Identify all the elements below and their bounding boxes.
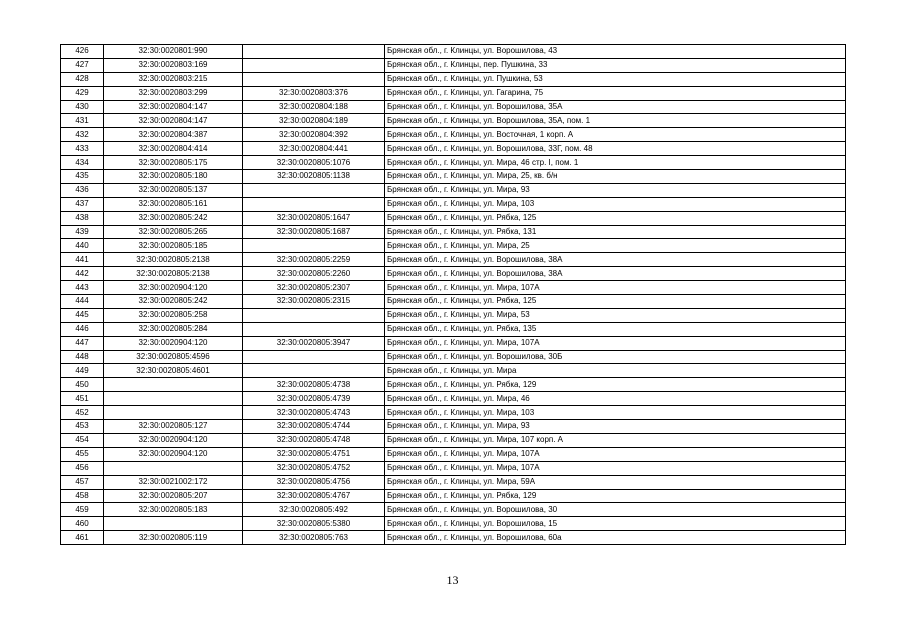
table-row <box>61 170 846 184</box>
row-number-cell: 460 <box>61 517 104 531</box>
table-row <box>61 281 846 295</box>
address-cell: Брянская обл., г. Клинцы, ул. Гагарина, 75 <box>385 86 846 100</box>
object-cadastral-number-cell <box>243 183 385 197</box>
table-row <box>61 253 846 267</box>
row-number-cell: 426 <box>61 45 104 59</box>
row-number-cell: 438 <box>61 211 104 225</box>
cadastral-number-cell: 32:30:0020805:119 <box>104 531 243 545</box>
table-row <box>61 197 846 211</box>
table-row <box>61 295 846 309</box>
object-cadastral-number-cell <box>243 350 385 364</box>
object-cadastral-number-cell: 32:30:0020804:441 <box>243 142 385 156</box>
table-row <box>61 461 846 475</box>
address-cell: Брянская обл., г. Клинцы, ул. Ворошилова, 30Б <box>385 350 846 364</box>
address-cell: Брянская обл., г. Клинцы, ул. Мира, 107 корп. А <box>385 433 846 447</box>
row-number-cell: 443 <box>61 281 104 295</box>
row-number-cell: 444 <box>61 295 104 309</box>
table-row <box>61 183 846 197</box>
address-cell: Брянская обл., г. Клинцы, ул. Ворошилова, 30 <box>385 503 846 517</box>
row-number-cell: 440 <box>61 239 104 253</box>
object-cadastral-number-cell <box>243 45 385 59</box>
address-cell: Брянская обл., г. Клинцы, ул. Мира, 107А <box>385 281 846 295</box>
row-number-cell: 445 <box>61 308 104 322</box>
row-number-cell: 455 <box>61 447 104 461</box>
address-cell: Брянская обл., г. Клинцы, ул. Мира, 103 <box>385 197 846 211</box>
cadastral-number-cell: 32:30:0020804:147 <box>104 100 243 114</box>
table-body <box>61 45 846 545</box>
address-cell: Брянская обл., г. Клинцы, ул. Мира, 107А <box>385 447 846 461</box>
row-number-cell: 442 <box>61 267 104 281</box>
address-cell: Брянская обл., г. Клинцы, ул. Мира, 25 <box>385 239 846 253</box>
cadastral-number-cell: 32:30:0020805:258 <box>104 308 243 322</box>
cadastral-number-cell: 32:30:0020803:169 <box>104 58 243 72</box>
row-number-cell: 447 <box>61 336 104 350</box>
cadastral-number-cell: 32:30:0020904:120 <box>104 281 243 295</box>
row-number-cell: 459 <box>61 503 104 517</box>
row-number-cell: 432 <box>61 128 104 142</box>
object-cadastral-number-cell: 32:30:0020805:4738 <box>243 378 385 392</box>
object-cadastral-number-cell: 32:30:0020805:4767 <box>243 489 385 503</box>
table-row <box>61 86 846 100</box>
row-number-cell: 431 <box>61 114 104 128</box>
row-number-cell: 434 <box>61 156 104 170</box>
object-cadastral-number-cell: 32:30:0020805:1076 <box>243 156 385 170</box>
address-cell: Брянская обл., г. Клинцы, ул. Ворошилова, 60а <box>385 531 846 545</box>
cadastral-number-cell: 32:30:0020805:183 <box>104 503 243 517</box>
address-cell: Брянская обл., г. Клинцы, ул. Рябка, 129 <box>385 378 846 392</box>
object-cadastral-number-cell <box>243 308 385 322</box>
cadastral-number-cell: 32:30:0020803:299 <box>104 86 243 100</box>
object-cadastral-number-cell: 32:30:0020805:2315 <box>243 295 385 309</box>
row-number-cell: 436 <box>61 183 104 197</box>
cadastral-number-cell <box>104 392 243 406</box>
table-row <box>61 475 846 489</box>
address-cell: Брянская обл., г. Клинцы, ул. Мира, 103 <box>385 406 846 420</box>
address-cell: Брянская обл., г. Клинцы, ул. Рябка, 135 <box>385 322 846 336</box>
object-cadastral-number-cell <box>243 58 385 72</box>
row-number-cell: 452 <box>61 406 104 420</box>
object-cadastral-number-cell: 32:30:0020804:188 <box>243 100 385 114</box>
object-cadastral-number-cell: 32:30:0020805:4752 <box>243 461 385 475</box>
table-row <box>61 308 846 322</box>
table-row <box>61 156 846 170</box>
object-cadastral-number-cell: 32:30:0020805:4744 <box>243 420 385 434</box>
cadastral-number-cell: 32:30:0020805:284 <box>104 322 243 336</box>
cadastral-number-cell <box>104 406 243 420</box>
row-number-cell: 441 <box>61 253 104 267</box>
object-cadastral-number-cell: 32:30:0020805:4756 <box>243 475 385 489</box>
row-number-cell: 456 <box>61 461 104 475</box>
object-cadastral-number-cell <box>243 322 385 336</box>
address-cell: Брянская обл., г. Клинцы, ул. Ворошилова, 15 <box>385 517 846 531</box>
cadastral-number-cell: 32:30:0020805:265 <box>104 225 243 239</box>
row-number-cell: 439 <box>61 225 104 239</box>
row-number-cell: 461 <box>61 531 104 545</box>
address-cell: Брянская обл., г. Клинцы, ул. Рябка, 125 <box>385 295 846 309</box>
table-row <box>61 420 846 434</box>
cadastral-number-cell: 32:30:0020805:137 <box>104 183 243 197</box>
row-number-cell: 449 <box>61 364 104 378</box>
table-row <box>61 433 846 447</box>
cadastral-number-cell: 32:30:0021002:172 <box>104 475 243 489</box>
table-row <box>61 225 846 239</box>
row-number-cell: 435 <box>61 170 104 184</box>
object-cadastral-number-cell: 32:30:0020804:392 <box>243 128 385 142</box>
address-cell: Брянская обл., г. Клинцы, ул. Мира, 46 стр. I, пом. 1 <box>385 156 846 170</box>
object-cadastral-number-cell: 32:30:0020805:3947 <box>243 336 385 350</box>
address-cell: Брянская обл., г. Клинцы, ул. Рябка, 131 <box>385 225 846 239</box>
row-number-cell: 428 <box>61 72 104 86</box>
object-cadastral-number-cell: 32:30:0020805:1647 <box>243 211 385 225</box>
row-number-cell: 446 <box>61 322 104 336</box>
object-cadastral-number-cell <box>243 197 385 211</box>
table-row <box>61 406 846 420</box>
table-row <box>61 45 846 59</box>
table-row <box>61 378 846 392</box>
address-cell: Брянская обл., г. Клинцы, пер. Пушкина, 33 <box>385 58 846 72</box>
table-row <box>61 58 846 72</box>
address-cell: Брянская обл., г. Клинцы, ул. Рябка, 129 <box>385 489 846 503</box>
cadastral-number-cell: 32:30:0020803:215 <box>104 72 243 86</box>
table-row <box>61 447 846 461</box>
row-number-cell: 451 <box>61 392 104 406</box>
cadastral-number-cell: 32:30:0020805:242 <box>104 295 243 309</box>
row-number-cell: 448 <box>61 350 104 364</box>
object-cadastral-number-cell <box>243 72 385 86</box>
cadastral-number-cell: 32:30:0020805:2138 <box>104 267 243 281</box>
registry-table <box>60 44 846 545</box>
object-cadastral-number-cell: 32:30:0020805:1138 <box>243 170 385 184</box>
object-cadastral-number-cell: 32:30:0020805:4751 <box>243 447 385 461</box>
table-row <box>61 503 846 517</box>
table-row <box>61 142 846 156</box>
row-number-cell: 427 <box>61 58 104 72</box>
table-row <box>61 128 846 142</box>
object-cadastral-number-cell: 32:30:0020805:4739 <box>243 392 385 406</box>
cadastral-number-cell: 32:30:0020904:120 <box>104 433 243 447</box>
row-number-cell: 454 <box>61 433 104 447</box>
cadastral-number-cell: 32:30:0020804:414 <box>104 142 243 156</box>
table-row <box>61 364 846 378</box>
cadastral-number-cell: 32:30:0020805:185 <box>104 239 243 253</box>
object-cadastral-number-cell: 32:30:0020805:1687 <box>243 225 385 239</box>
table-row <box>61 322 846 336</box>
cadastral-number-cell: 32:30:0020805:180 <box>104 170 243 184</box>
object-cadastral-number-cell: 32:30:0020805:4748 <box>243 433 385 447</box>
cadastral-number-cell <box>104 461 243 475</box>
table-row <box>61 336 846 350</box>
object-cadastral-number-cell: 32:30:0020805:2307 <box>243 281 385 295</box>
cadastral-number-cell: 32:30:0020805:207 <box>104 489 243 503</box>
address-cell: Брянская обл., г. Клинцы, ул. Мира, 93 <box>385 420 846 434</box>
row-number-cell: 437 <box>61 197 104 211</box>
object-cadastral-number-cell: 32:30:0020805:492 <box>243 503 385 517</box>
object-cadastral-number-cell <box>243 239 385 253</box>
row-number-cell: 453 <box>61 420 104 434</box>
cadastral-number-cell: 32:30:0020805:4601 <box>104 364 243 378</box>
address-cell: Брянская обл., г. Клинцы, ул. Восточная, 1 корп. А <box>385 128 846 142</box>
table-row <box>61 211 846 225</box>
table-row <box>61 350 846 364</box>
cadastral-number-cell: 32:30:0020805:4596 <box>104 350 243 364</box>
cadastral-number-cell: 32:30:0020801:990 <box>104 45 243 59</box>
object-cadastral-number-cell: 32:30:0020805:2260 <box>243 267 385 281</box>
table-row <box>61 100 846 114</box>
address-cell: Брянская обл., г. Клинцы, ул. Ворошилова, 35А <box>385 100 846 114</box>
object-cadastral-number-cell: 32:30:0020805:4743 <box>243 406 385 420</box>
cadastral-number-cell <box>104 378 243 392</box>
cadastral-number-cell: 32:30:0020805:242 <box>104 211 243 225</box>
cadastral-number-cell: 32:30:0020805:161 <box>104 197 243 211</box>
cadastral-number-cell: 32:30:0020805:2138 <box>104 253 243 267</box>
address-cell: Брянская обл., г. Клинцы, ул. Мира, 107А <box>385 336 846 350</box>
address-cell: Брянская обл., г. Клинцы, ул. Ворошилова, 38А <box>385 253 846 267</box>
table-row <box>61 517 846 531</box>
object-cadastral-number-cell: 32:30:0020803:376 <box>243 86 385 100</box>
address-cell: Брянская обл., г. Клинцы, ул. Мира, 25, кв. б/н <box>385 170 846 184</box>
address-cell: Брянская обл., г. Клинцы, ул. Ворошилова, 38А <box>385 267 846 281</box>
table-row <box>61 392 846 406</box>
cadastral-number-cell: 32:30:0020805:127 <box>104 420 243 434</box>
address-cell: Брянская обл., г. Клинцы, ул. Мира, 59А <box>385 475 846 489</box>
address-cell: Брянская обл., г. Клинцы, ул. Мира <box>385 364 846 378</box>
address-cell: Брянская обл., г. Клинцы, ул. Пушкина, 53 <box>385 72 846 86</box>
row-number-cell: 433 <box>61 142 104 156</box>
table-row <box>61 239 846 253</box>
address-cell: Брянская обл., г. Клинцы, ул. Рябка, 125 <box>385 211 846 225</box>
cadastral-number-cell: 32:30:0020904:120 <box>104 447 243 461</box>
object-cadastral-number-cell: 32:30:0020804:189 <box>243 114 385 128</box>
cadastral-number-cell <box>104 517 243 531</box>
table-row <box>61 72 846 86</box>
table-row <box>61 114 846 128</box>
page-number: 13 <box>446 573 459 587</box>
table-row <box>61 489 846 503</box>
table-row <box>61 531 846 545</box>
row-number-cell: 450 <box>61 378 104 392</box>
object-cadastral-number-cell <box>243 364 385 378</box>
row-number-cell: 429 <box>61 86 104 100</box>
cadastral-number-cell: 32:30:0020805:175 <box>104 156 243 170</box>
object-cadastral-number-cell: 32:30:0020805:2259 <box>243 253 385 267</box>
address-cell: Брянская обл., г. Клинцы, ул. Ворошилова, 43 <box>385 45 846 59</box>
row-number-cell: 430 <box>61 100 104 114</box>
cadastral-number-cell: 32:30:0020804:147 <box>104 114 243 128</box>
address-cell: Брянская обл., г. Клинцы, ул. Мира, 53 <box>385 308 846 322</box>
object-cadastral-number-cell: 32:30:0020805:5380 <box>243 517 385 531</box>
table-row <box>61 267 846 281</box>
row-number-cell: 458 <box>61 489 104 503</box>
address-cell: Брянская обл., г. Клинцы, ул. Ворошилова, 33Г, пом. 48 <box>385 142 846 156</box>
address-cell: Брянская обл., г. Клинцы, ул. Ворошилова, 35А, пом. 1 <box>385 114 846 128</box>
cadastral-number-cell: 32:30:0020804:387 <box>104 128 243 142</box>
row-number-cell: 457 <box>61 475 104 489</box>
address-cell: Брянская обл., г. Клинцы, ул. Мира, 93 <box>385 183 846 197</box>
address-cell: Брянская обл., г. Клинцы, ул. Мира, 107А <box>385 461 846 475</box>
cadastral-number-cell: 32:30:0020904:120 <box>104 336 243 350</box>
object-cadastral-number-cell: 32:30:0020805:763 <box>243 531 385 545</box>
address-cell: Брянская обл., г. Клинцы, ул. Мира, 46 <box>385 392 846 406</box>
